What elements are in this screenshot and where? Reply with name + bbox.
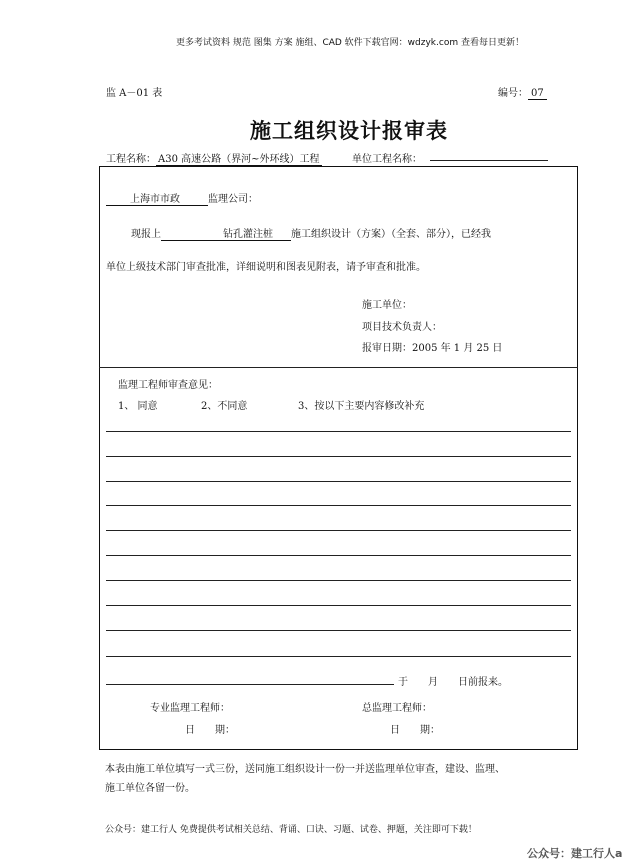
opinion-label: 监理工程师审查意见： bbox=[118, 380, 218, 391]
deadline-text: 于 月 日前报来。 bbox=[398, 677, 508, 688]
contractor-label: 施工单位： bbox=[362, 300, 412, 311]
option-modify: 3、按以下主要内容修改补充 bbox=[298, 401, 425, 412]
writing-line bbox=[106, 555, 571, 556]
footnote-line-2: 施工单位各留一份。 bbox=[105, 783, 195, 794]
chief-date-label: 日 期： bbox=[390, 725, 440, 736]
writing-line bbox=[106, 656, 571, 657]
page-title: 施工组织设计报审表 bbox=[250, 119, 448, 143]
site-banner: 更多考试资料 规范 图集 方案 施组、CAD 软件下载官网：wdzyk.com 查看每日更新！ bbox=[176, 38, 524, 48]
footnote-line-1: 本表由施工单位填写一式三份，送同施工组织设计一份一并送监理单位审查，建设、监理、 bbox=[105, 764, 505, 775]
writing-line bbox=[106, 580, 571, 581]
option-disagree: 2、不同意 bbox=[201, 401, 248, 412]
date-value: 2005 年 1 月 25 日 bbox=[412, 343, 503, 354]
writing-line bbox=[106, 505, 571, 506]
submission-line-2: 单位上级技术部门审查批准，详细说明和图表见附表，请予审查和批准。 bbox=[106, 262, 426, 273]
unit-project-label: 单位工程名称： bbox=[352, 154, 422, 165]
number-label: 编号： bbox=[498, 88, 528, 99]
project-label: 工程名称： bbox=[106, 154, 156, 165]
unit-project-blank bbox=[430, 160, 548, 161]
form-number bbox=[498, 84, 547, 100]
writing-line bbox=[106, 530, 571, 531]
unit-project-row bbox=[352, 150, 422, 165]
form-box bbox=[99, 166, 578, 750]
line1-suffix: 施工组织设计（方案）（全套、部分），已经我 bbox=[291, 229, 491, 240]
tech-lead-label: 项目技术负责人： bbox=[362, 322, 442, 333]
engineer-label: 专业监理工程师： bbox=[150, 703, 230, 714]
option-agree: 1、 同意 bbox=[118, 401, 158, 412]
writing-line bbox=[106, 431, 571, 432]
promo-text: 公众号：建工行人 免费提供考试相关总结、背诵、口诀、习题、试卷、押题，关注即可下载！ bbox=[105, 825, 477, 835]
date-label: 报审日期： bbox=[362, 343, 412, 354]
project-name: A30 高速公路（界河~外环线）工程 bbox=[156, 150, 322, 166]
project-name-row bbox=[106, 150, 322, 166]
recipient-suffix: 监理公司： bbox=[208, 194, 258, 205]
chief-engineer-label: 总监理工程师： bbox=[362, 703, 432, 714]
form-code: 监 A－01 表 bbox=[106, 88, 163, 99]
writing-line bbox=[106, 605, 571, 606]
recipient-line bbox=[106, 190, 258, 206]
writing-line bbox=[106, 481, 571, 482]
submitted-item: 钻孔灌注桩 bbox=[161, 225, 291, 241]
submission-line-1 bbox=[131, 225, 491, 241]
number-value: 07 bbox=[528, 88, 547, 100]
writing-line bbox=[106, 630, 571, 631]
submit-date bbox=[362, 339, 502, 354]
writing-line bbox=[106, 456, 571, 457]
watermark: 公众号：建工行人a bbox=[527, 847, 623, 860]
deadline-blank bbox=[106, 684, 394, 685]
engineer-date-label: 日 期： bbox=[185, 725, 235, 736]
recipient-name: 上海市市政 bbox=[106, 190, 208, 206]
section-divider bbox=[99, 367, 578, 368]
line1-prefix: 现报上 bbox=[131, 229, 161, 240]
